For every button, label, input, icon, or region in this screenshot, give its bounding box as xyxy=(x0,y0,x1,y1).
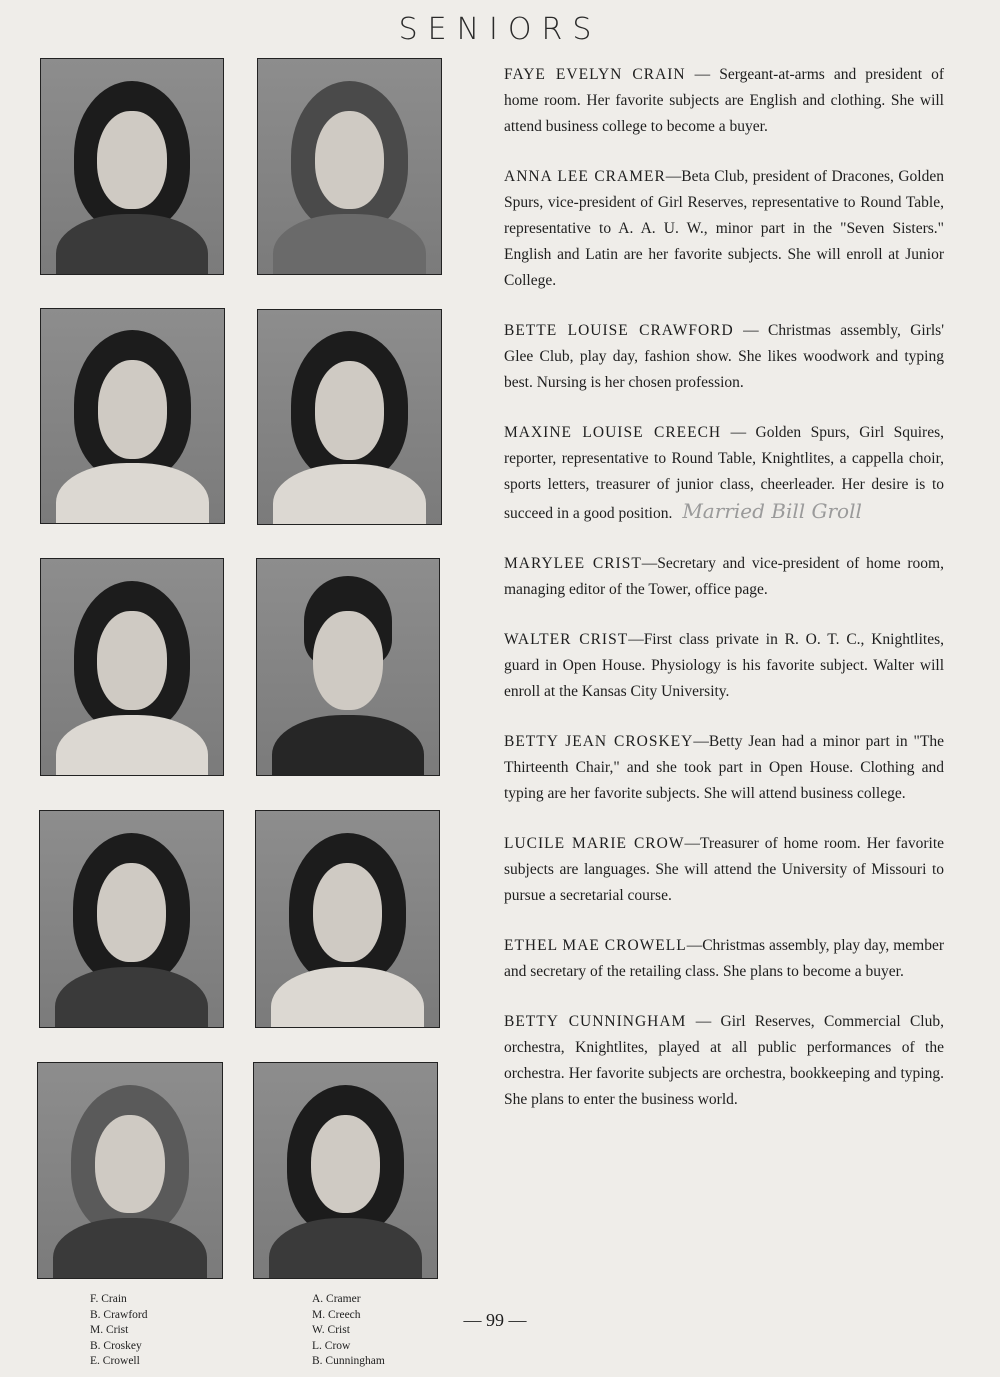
portrait-a-cramer xyxy=(257,58,442,275)
caption: F. Crain xyxy=(90,1293,127,1305)
page-title: SENIORS xyxy=(398,12,602,47)
entry-bette-louise-crawford: BETTE LOUISE CRAWFORD — Christmas assembly, Girls' Glee Club, play day, fashion show. She likes woodwork and typing best. Nursing is her chosen profession. xyxy=(504,322,945,391)
caption: A. Cramer xyxy=(312,1293,361,1305)
entry-ethel-mae-crowell: ETHEL MAE CROWELL—Christmas assembly, play day, member and secretary of the retailing class. She plans to become a buyer. xyxy=(504,937,944,980)
portrait-m-creech xyxy=(257,309,442,525)
caption: M. Creech xyxy=(312,1308,361,1321)
portrait-b-croskey xyxy=(39,810,224,1028)
caption: B. Crawford xyxy=(90,1308,148,1321)
caption-list-left xyxy=(90,1292,148,1370)
caption: L. Crow xyxy=(312,1339,351,1352)
portrait-b-crawford xyxy=(40,308,225,524)
portrait-f-crain xyxy=(40,58,224,275)
entry-walter-crist: WALTER CRIST—First class private in R. O. T. C., Knightlites, guard in Open House. Physiology is his favorite subject. Walter will enroll at the Kansas City University. xyxy=(504,631,944,700)
entry-betty-jean-croskey: BETTY JEAN CROSKEY—Betty Jean had a minor part in "The Thirteenth Chair," and she took part in Open House. Clothing and typing are her favorite subjects. She will attend business college. xyxy=(504,733,944,802)
entry-anna-lee-cramer: ANNA LEE CRAMER—Beta Club, president of Dracones, Golden Spurs, vice-president of Girl Reserves, representative to Round Table, representative to A. A. U. W., minor part in the "Seven Sisters." English and Latin are her favorite subjects. She will enroll at Junior College. xyxy=(504,168,944,289)
entry-lucile-marie-crow: LUCILE MARIE CROW—Treasurer of home room. Her favorite subjects are languages. She will attend the University of Missouri to pursue a secretarial course. xyxy=(504,835,945,904)
caption: E. Crowell xyxy=(90,1355,140,1367)
entry-maxine-louise-creech: MAXINE LOUISE CREECH — Golden Spurs, Girl Squires, reporter, representative to Round Table, Knightlites, a cappella choir, sports letters, treasurer of junior class, cheerleader. Her desire is to succeed in a good position. Married Bill Groll xyxy=(504,424,944,523)
entry-marylee-crist: MARYLEE CRIST—Secretary and vice-president of home room, managing editor of the Tower, office page. xyxy=(504,555,944,598)
entry-betty-cunningham: BETTY CUNNINGHAM — Girl Reserves, Commercial Club, orchestra, Knightlites, played at all public performances of the orchestra. Her favorite subjects are orchestra, bookkeeping and typing. She plans to enter the business world. xyxy=(504,1013,944,1108)
caption-list-right xyxy=(312,1292,385,1370)
caption: B. Cunningham xyxy=(312,1355,385,1367)
caption: M. Crist xyxy=(90,1324,129,1336)
page-number: — 99 — xyxy=(463,1310,527,1330)
entry-faye-evelyn-crain: FAYE EVELYN CRAIN — Sergeant-at-arms and president of home room. Her favorite subjects are English and clothing. She will attend business college to become a buyer. xyxy=(504,66,945,135)
caption: B. Croskey xyxy=(90,1339,142,1352)
portrait-m-crist xyxy=(40,558,224,776)
senior-biographies xyxy=(504,62,944,1137)
portrait-w-crist xyxy=(256,558,440,776)
portrait-b-cunningham xyxy=(253,1062,438,1279)
portrait-e-crowell xyxy=(37,1062,223,1279)
handwritten-note: Married Bill Groll xyxy=(682,499,862,523)
portrait-l-crow xyxy=(255,810,440,1028)
caption: W. Crist xyxy=(312,1324,350,1336)
